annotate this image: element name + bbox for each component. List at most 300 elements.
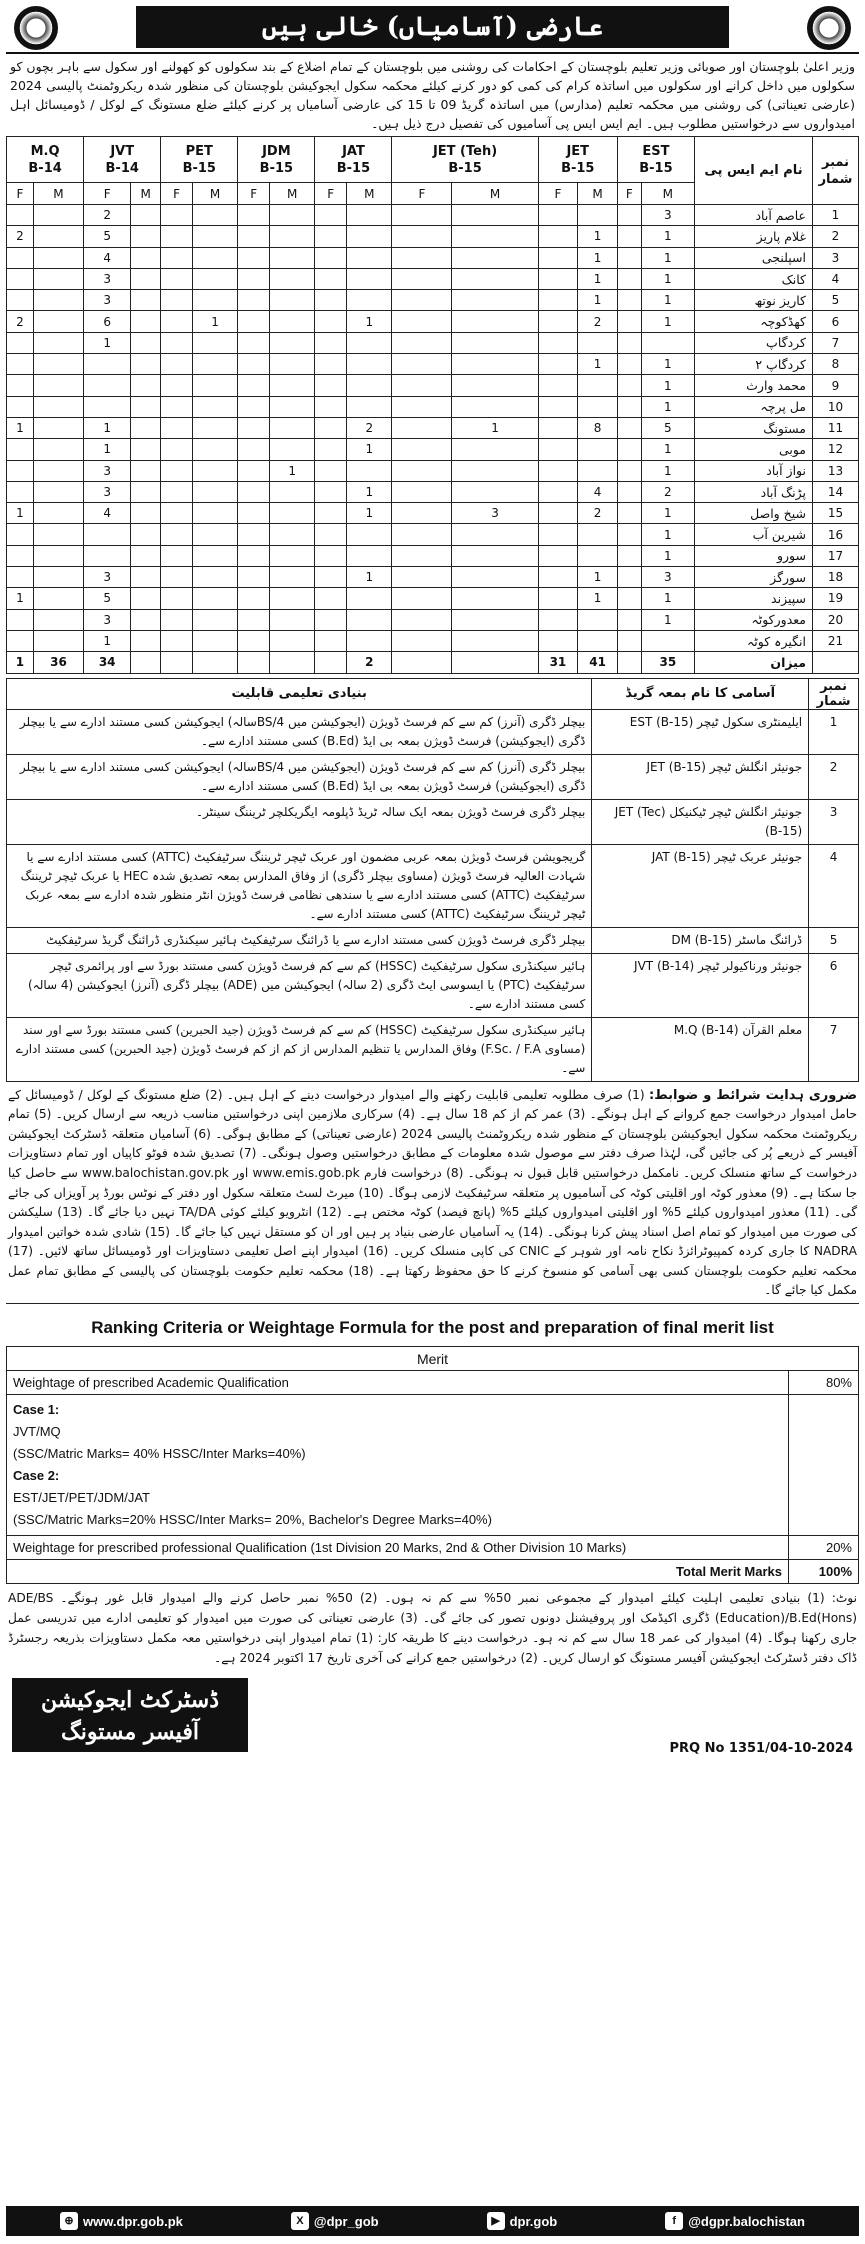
vacancy-count-cell (538, 460, 578, 481)
vacancy-count-cell (392, 354, 452, 375)
education-dept-logo-icon (807, 6, 851, 50)
vacancy-header-post (238, 137, 315, 183)
vacancy-count-cell (578, 524, 618, 545)
vacancy-count-cell (33, 417, 83, 438)
vacancy-count-cell (538, 439, 578, 460)
footer-facebook[interactable]: f @dgpr.balochistan (665, 2212, 805, 2230)
vacancy-count-cell (161, 396, 193, 417)
vacancy-count-cell: 2 (578, 503, 618, 524)
qual-sno: 1 (809, 709, 859, 754)
vacancy-count-cell: 1 (452, 417, 538, 438)
vacancy-count-cell (192, 205, 237, 226)
table-row (7, 545, 859, 566)
qual-requirement: ہائیر سیکنڈری سکول سرٹیفکیٹ (HSSC) کم سے کم فرسٹ ڈویژن کسی مستند بورڈ سے اور پرائمری ٹیچر سرٹیفکیٹ (PTC) یا ایسوسی ایٹ ڈگری (2 سالہ) ایجوکیشن میں (ADE) بیچلر ڈگری (آنرز) ایجوکیشن (4 سالہ) کسی مستند ادارے سے۔ (7, 953, 592, 1017)
vacancy-count-cell (315, 354, 347, 375)
vacancy-count-cell: 1 (578, 567, 618, 588)
qual-post-name: جونیئر عربک ٹیچر JAT (B-15) (592, 844, 809, 927)
vacancy-count-cell: 1 (641, 396, 694, 417)
vacancy-count-cell (192, 503, 237, 524)
row-sno: 8 (813, 354, 859, 375)
male-column-header: M (452, 183, 538, 205)
row-sno: 16 (813, 524, 859, 545)
vacancy-count-cell: 3 (641, 205, 694, 226)
vacancy-count-cell (315, 226, 347, 247)
signature-block (12, 1678, 248, 1752)
row-sno: 15 (813, 503, 859, 524)
qual-post-name: معلم القرآن M.Q (B-14) (592, 1017, 809, 1081)
vacancy-count-cell (33, 567, 83, 588)
vacancy-count-cell (315, 567, 347, 588)
vacancy-count-cell (131, 354, 161, 375)
vacancy-count-cell (578, 545, 618, 566)
vacancy-count-cell (7, 375, 34, 396)
qual-requirement: بیچلر ڈگری فرسٹ ڈویژن کسی مستند ادارے سے یا ڈرائنگ سرٹیفکیٹ ہائیر سیکنڈری ڈرائنگ گریڈ سرٹیفکیٹ (7, 927, 592, 953)
vacancy-count-cell: 1 (7, 417, 34, 438)
vacancy-count-cell (617, 524, 641, 545)
vacancy-count-cell: 1 (641, 545, 694, 566)
vacancy-count-cell: 3 (452, 503, 538, 524)
vacancy-count-cell (192, 332, 237, 353)
row-school-name: شیخ واصل (695, 503, 813, 524)
total-count-cell: 41 (578, 652, 618, 673)
vacancy-count-cell (161, 567, 193, 588)
vacancy-count-cell (617, 545, 641, 566)
qualification-row (7, 953, 859, 1017)
vacancy-count-cell: 1 (269, 460, 314, 481)
row-school-name: انگیرہ کوٹہ (695, 630, 813, 651)
vacancy-count-cell: 1 (641, 609, 694, 630)
row-sno: 6 (813, 311, 859, 332)
row-sno: 13 (813, 460, 859, 481)
vacancy-count-cell (617, 567, 641, 588)
vacancy-count-cell (161, 311, 193, 332)
vacancy-count-cell: 3 (84, 481, 131, 502)
vacancy-count-cell (238, 588, 270, 609)
qual-post-name: ایلیمنٹری سکول ٹیچر EST (B-15) (592, 709, 809, 754)
total-count-cell (392, 652, 452, 673)
vacancy-count-cell (347, 588, 392, 609)
vacancy-count-cell (192, 481, 237, 502)
vacancy-count-cell (238, 481, 270, 502)
vacancy-count-cell (131, 588, 161, 609)
vacancy-count-cell (33, 588, 83, 609)
page-title: عارضی (آسامیاں) خالی ہیں (136, 6, 729, 48)
vacancy-count-cell (641, 630, 694, 651)
vacancy-count-cell: 2 (7, 311, 34, 332)
male-column-header: M (641, 183, 694, 205)
table-row (7, 609, 859, 630)
vacancy-count-cell: 2 (347, 417, 392, 438)
vacancy-header-post (392, 137, 538, 183)
vacancy-count-cell: 8 (578, 417, 618, 438)
vacancy-count-cell (269, 609, 314, 630)
intro-paragraph: وزیر اعلیٰ بلوچستان اور صوبائی وزیر تعلیم بلوچستان کے احکامات کی روشنی میں بلوچستان کے تمام اضلاع کے بند سکولوں کو کھولنے اور سکول سے باہر بچوں کو سکولوں میں داخل کرانے اور سکولوں میں اساتذہ کرام کی کمی کو دور کرنے کیلئے محکمہ سکول ایجوکیشن بلوچستان کی منظور شدہ ریکروٹمنٹ پالیسی 2024 (عارضی تعیناتی) کی روشنی میں محکمہ تعلیم (مدارس) میں اساتذہ گریڈ 09 تا 15 کی عارضی آسامیاں پر کرنے کیلئے ضلع مستونگ کے لوکل / ڈومیسائل اہل امیدواروں سے درخواستیں مطلوب ہیں۔ ایم ایس ایس پی آسامیوں کی تفصیل درج ذیل ہیں۔ (10, 59, 856, 131)
vacancy-count-cell (538, 375, 578, 396)
vacancy-count-cell (315, 268, 347, 289)
vacancy-header-grade: B-15 (336, 160, 371, 176)
vacancy-count-cell (161, 609, 193, 630)
vacancy-count-cell (33, 226, 83, 247)
vacancy-count-cell (269, 205, 314, 226)
vacancy-count-cell (269, 567, 314, 588)
vacancy-count-cell (192, 396, 237, 417)
vacancy-count-cell (269, 503, 314, 524)
qual-header-post: آسامی کا نام بمعہ گریڈ (592, 678, 809, 709)
vacancy-count-cell (7, 439, 34, 460)
row-sno: 9 (813, 375, 859, 396)
row-sno: 5 (813, 290, 859, 311)
female-column-header: F (161, 183, 193, 205)
qual-requirement: بیچلر ڈگری (آنرز) کم سے کم فرسٹ ڈویژن (ایجوکیشن میں BS/4سالہ) ایجوکیشن کسی مستند ادارے سے یا بیچلر ڈگری (ایجوکیشن) فرسٹ ڈویژن بمعہ بی ایڈ (B.Ed) کسی مستند ادارے سے۔ (7, 754, 592, 799)
vacancy-count-cell (33, 481, 83, 502)
vacancy-count-cell (452, 460, 538, 481)
qual-sno: 4 (809, 844, 859, 927)
academic-weightage-label: Weightage of prescribed Academic Qualification (7, 1371, 789, 1395)
footer-website[interactable]: ⊕ www.dpr.gob.pk (60, 2212, 183, 2230)
note-paragraph: نوٹ: (1) بنیادی تعلیمی اہلیت کیلئے امیدوار کے مجموعی نمبر 50% سے کم نہ ہوں۔ (2) 50% نمبر حاصل کرنے والے امیدوار قابل غور ہونگے۔ ADE/BS (Education)/B.Ed(Hons) ڈگری اکیڈمک اور پروفیشنل دونوں تصور کی جائے گی۔ (3) عارضی تعیناتی کی صورت میں امیدوار کو تعلیمی ادارے میں تدریسی عمل جاری رکھنا ہوگا۔ (4) امیدوار کی عمر 18 سال سے کم نہ ہو۔ درخواست دینے کا طریقہ کار: (1) تمام امیدوار اپنی درخواستیں معہ مکمل دستاویزات بذریعہ رجسٹرڈ ڈاک دفتر ڈسٹرکٹ ایجوکیشن آفیسر مستونگ کو ارسال کریں۔ (2) درخواستیں جمع کرانے کی آخری تاریخ 17 اکتوبر 2024 ہے۔ (8, 1591, 858, 1666)
vacancy-count-cell (7, 268, 34, 289)
vacancy-count-cell (452, 205, 538, 226)
vacancy-count-cell (617, 205, 641, 226)
vacancy-count-cell (7, 524, 34, 545)
vacancy-count-cell (161, 205, 193, 226)
vacancy-count-cell (7, 545, 34, 566)
professional-weightage-pct: 20% (789, 1536, 859, 1560)
qual-sno: 7 (809, 1017, 859, 1081)
vacancy-count-cell (617, 396, 641, 417)
row-school-name: نواز آباد (695, 460, 813, 481)
vacancy-count-cell (192, 567, 237, 588)
qual-sno: 3 (809, 799, 859, 844)
ranking-header: Merit (7, 1347, 859, 1371)
table-row (7, 290, 859, 311)
balochistan-govt-logo-icon (14, 6, 58, 50)
total-count-cell: 31 (538, 652, 578, 673)
vacancy-count-cell (347, 268, 392, 289)
vacancy-header-post (617, 137, 694, 183)
vacancy-count-cell (238, 630, 270, 651)
vacancy-count-cell: 5 (84, 588, 131, 609)
row-school-name: مستونگ (695, 417, 813, 438)
signature-area (6, 1678, 859, 1758)
vacancy-count-cell (84, 524, 131, 545)
ranking-title: Ranking Criteria or Weightage Formula for the post and preparation of final merit list (91, 1318, 774, 1338)
vacancy-count-cell (7, 332, 34, 353)
vacancy-count-cell: 1 (84, 439, 131, 460)
vacancy-count-cell (238, 460, 270, 481)
total-count-cell (131, 652, 161, 673)
vacancy-count-cell (7, 396, 34, 417)
total-label: میزان (695, 652, 813, 673)
row-school-name: کردگاپ ۲ (695, 354, 813, 375)
row-school-name: محمد وارث (695, 375, 813, 396)
vacancy-count-cell (161, 588, 193, 609)
row-sno: 12 (813, 439, 859, 460)
male-column-header: M (578, 183, 618, 205)
vacancy-count-cell (538, 609, 578, 630)
case-block (7, 1395, 789, 1536)
qualification-table (6, 678, 859, 1082)
total-count-cell (617, 652, 641, 673)
vacancy-count-cell (131, 311, 161, 332)
vacancy-count-cell (315, 460, 347, 481)
qualification-row (7, 927, 859, 953)
table-row (7, 439, 859, 460)
vacancy-count-cell (315, 247, 347, 268)
vacancy-count-cell (269, 396, 314, 417)
vacancy-count-cell (392, 332, 452, 353)
vacancy-count-cell (33, 375, 83, 396)
vacancy-header-grade: B-14 (28, 160, 62, 176)
vacancy-count-cell (392, 375, 452, 396)
vacancy-count-cell: 1 (347, 439, 392, 460)
vacancy-count-cell (269, 268, 314, 289)
case1-title: Case 1: (13, 1402, 60, 1418)
vacancy-count-cell (392, 503, 452, 524)
table-row (7, 311, 859, 332)
vacancy-count-cell (238, 417, 270, 438)
total-count-cell: 2 (347, 652, 392, 673)
globe-icon: ⊕ (60, 2212, 78, 2230)
ranking-table (6, 1346, 859, 1584)
vacancy-count-cell (538, 481, 578, 502)
qual-header-qualification: بنیادی تعلیمی قابلیت (7, 678, 592, 709)
vacancy-count-cell (617, 481, 641, 502)
vacancy-count-cell (7, 567, 34, 588)
vacancy-count-cell (161, 460, 193, 481)
vacancy-count-cell (452, 268, 538, 289)
qualification-row (7, 799, 859, 844)
vacancy-count-cell (538, 396, 578, 417)
vacancy-count-cell (192, 439, 237, 460)
vacancy-count-cell (269, 354, 314, 375)
vacancy-count-cell: 1 (578, 354, 618, 375)
vacancy-header-grade: B-15 (561, 160, 595, 176)
vacancy-count-cell (315, 524, 347, 545)
vacancy-count-cell (578, 332, 618, 353)
vacancy-count-cell (131, 290, 161, 311)
total-row (7, 652, 859, 673)
vacancy-count-cell (315, 609, 347, 630)
vacancy-count-cell (161, 354, 193, 375)
vacancy-count-cell (269, 588, 314, 609)
vacancy-count-cell (538, 524, 578, 545)
row-sno: 20 (813, 609, 859, 630)
vacancy-count-cell: 1 (641, 588, 694, 609)
row-school-name: سورگز (695, 567, 813, 588)
vacancy-count-cell (131, 630, 161, 651)
vacancy-count-cell (238, 524, 270, 545)
table-row (7, 205, 859, 226)
vacancy-count-cell (315, 630, 347, 651)
vacancy-count-cell (641, 332, 694, 353)
row-school-name: کانک (695, 268, 813, 289)
vacancy-count-cell (161, 439, 193, 460)
vacancy-count-cell (192, 417, 237, 438)
vacancy-count-cell (617, 268, 641, 289)
vacancy-count-cell (347, 545, 392, 566)
total-count-cell (269, 652, 314, 673)
qual-requirement: بیچلر ڈگری (آنرز) کم سے کم فرسٹ ڈویژن (ایجوکیشن میں BS/4سالہ) ایجوکیشن کسی مستند ادارے سے یا بیچلر ڈگری (ایجوکیشن) فرسٹ ڈویژن بمعہ بی ایڈ (B.Ed) کسی مستند ادارے سے۔ (7, 709, 592, 754)
vacancy-count-cell: 1 (641, 290, 694, 311)
vacancy-count-cell (84, 396, 131, 417)
footer-bar (6, 2206, 859, 2236)
vacancy-count-cell (347, 354, 392, 375)
table-row (7, 567, 859, 588)
vacancy-count-cell (392, 247, 452, 268)
vacancy-count-cell (452, 375, 538, 396)
vacancy-count-cell (131, 481, 161, 502)
footer-x[interactable]: X @dpr_gob (291, 2212, 379, 2230)
qualification-row (7, 844, 859, 927)
vacancy-count-cell (269, 332, 314, 353)
row-school-name: پڑنگ آباد (695, 481, 813, 502)
vacancy-header-post-name: JVT (110, 143, 135, 159)
vacancy-count-cell (131, 609, 161, 630)
qualification-row (7, 1017, 859, 1081)
terms-and-conditions (6, 1082, 859, 1305)
vacancy-count-cell (538, 354, 578, 375)
table-row (7, 588, 859, 609)
vacancy-count-cell (392, 524, 452, 545)
vacancy-header-post (7, 137, 84, 183)
vacancy-count-cell (7, 290, 34, 311)
vacancy-count-cell (192, 609, 237, 630)
vacancy-count-cell (131, 205, 161, 226)
vacancy-count-cell (192, 545, 237, 566)
footer-youtube[interactable]: ▶ dpr.gob (487, 2212, 558, 2230)
vacancy-count-cell (392, 567, 452, 588)
male-column-header: M (33, 183, 83, 205)
row-sno: 19 (813, 588, 859, 609)
vacancy-count-cell (161, 247, 193, 268)
female-column-header: F (617, 183, 641, 205)
vacancy-count-cell (347, 226, 392, 247)
vacancy-count-cell (131, 226, 161, 247)
vacancy-count-cell (392, 417, 452, 438)
table-row (7, 630, 859, 651)
vacancy-count-cell (392, 588, 452, 609)
vacancy-count-cell (131, 567, 161, 588)
vacancy-count-cell (452, 481, 538, 502)
vacancy-count-cell (161, 290, 193, 311)
case2-marks: (SSC/Matric Marks=20% HSSC/Inter Marks= 20%, Bachelor's Degree Marks=40%) (13, 1512, 492, 1528)
vacancy-count-cell (33, 396, 83, 417)
vacancy-count-cell (161, 503, 193, 524)
female-column-header: F (315, 183, 347, 205)
vacancy-count-cell (161, 332, 193, 353)
vacancy-count-cell (452, 588, 538, 609)
vacancy-count-cell (392, 439, 452, 460)
vacancy-count-cell (315, 588, 347, 609)
vacancy-header-post-name: JAT (342, 143, 365, 159)
vacancy-count-cell (84, 375, 131, 396)
vacancy-count-cell: 3 (641, 567, 694, 588)
vacancy-count-cell (7, 354, 34, 375)
vacancy-count-cell: 4 (84, 247, 131, 268)
table-row (7, 503, 859, 524)
vacancy-count-cell (269, 311, 314, 332)
vacancy-count-cell (538, 311, 578, 332)
vacancy-count-cell (238, 439, 270, 460)
facebook-icon: f (665, 2212, 683, 2230)
vacancy-count-cell (315, 481, 347, 502)
vacancy-count-cell (617, 503, 641, 524)
qual-requirement: ہائیر سیکنڈری سکول سرٹیفکیٹ (HSSC) کم سے کم فرسٹ ڈویژن (جید الحبرین) کسی مستند بورڈ سے اور سند (مساوی F.Sc. / F.A) وفاق المدارس یا تنظیم المدارس از کم از کم فرسٹ ڈویژن (جید الحبرین) کسی مستند ادارے سے۔ (7, 1017, 592, 1081)
vacancy-count-cell (192, 354, 237, 375)
vacancy-count-cell: 1 (347, 311, 392, 332)
vacancy-count-cell (347, 460, 392, 481)
row-school-name: غلام پاریز (695, 226, 813, 247)
table-row (7, 524, 859, 545)
vacancy-count-cell (578, 630, 618, 651)
qual-post-name: جونیئر انگلش ٹیچر JET (B-15) (592, 754, 809, 799)
vacancy-count-cell (161, 226, 193, 247)
vacancy-count-cell (161, 630, 193, 651)
vacancy-count-cell (192, 524, 237, 545)
total-count-cell: 34 (84, 652, 131, 673)
row-school-name: سورو (695, 545, 813, 566)
vacancy-header-post-name: JET (Teh) (432, 143, 498, 159)
vacancy-count-cell: 1 (84, 417, 131, 438)
vacancy-count-cell: 1 (641, 439, 694, 460)
case2-title: Case 2: (13, 1468, 60, 1484)
vacancy-header-school: نام ایم ایس پی (695, 137, 813, 205)
vacancy-count-cell (452, 396, 538, 417)
vacancy-count-cell (238, 354, 270, 375)
case2-posts: EST/JET/PET/JDM/JAT (13, 1490, 150, 1506)
table-row (7, 226, 859, 247)
vacancy-header-post-name: EST (642, 143, 670, 159)
female-column-header: F (7, 183, 34, 205)
vacancy-count-cell (238, 205, 270, 226)
vacancy-count-cell (192, 290, 237, 311)
vacancy-count-cell (617, 609, 641, 630)
table-row (7, 460, 859, 481)
vacancy-count-cell (131, 503, 161, 524)
vacancy-count-cell (192, 268, 237, 289)
vacancy-count-cell (131, 545, 161, 566)
row-sno: 2 (813, 226, 859, 247)
vacancy-count-cell (452, 311, 538, 332)
academic-weightage-pct: 80% (789, 1371, 859, 1395)
vacancy-count-cell (238, 375, 270, 396)
male-column-header: M (192, 183, 237, 205)
vacancy-count-cell (33, 609, 83, 630)
vacancy-count-cell (33, 439, 83, 460)
vacancy-header-post-name: JET (566, 143, 590, 159)
vacancy-count-cell (617, 417, 641, 438)
vacancy-count-cell (192, 588, 237, 609)
table-row (7, 481, 859, 502)
vacancy-count-cell: 1 (84, 332, 131, 353)
vacancy-count-cell (617, 375, 641, 396)
vacancy-count-cell: 1 (347, 567, 392, 588)
row-school-name: سپیزند (695, 588, 813, 609)
vacancy-count-cell (538, 567, 578, 588)
vacancy-count-cell: 2 (578, 311, 618, 332)
qualification-row (7, 709, 859, 754)
vacancy-count-cell (33, 268, 83, 289)
vacancy-count-cell: 3 (84, 460, 131, 481)
professional-weightage-label: Weightage for prescribed professional Qualification (1st Division 20 Marks, 2nd & Other Division 10 Marks) (7, 1536, 789, 1560)
qual-post-name: ڈرائنگ ماسٹر DM (B-15) (592, 927, 809, 953)
vacancy-header-grade: B-15 (448, 160, 482, 176)
vacancy-count-cell (161, 524, 193, 545)
vacancy-count-cell (161, 481, 193, 502)
vacancy-count-cell (131, 332, 161, 353)
vacancy-count-cell (617, 226, 641, 247)
